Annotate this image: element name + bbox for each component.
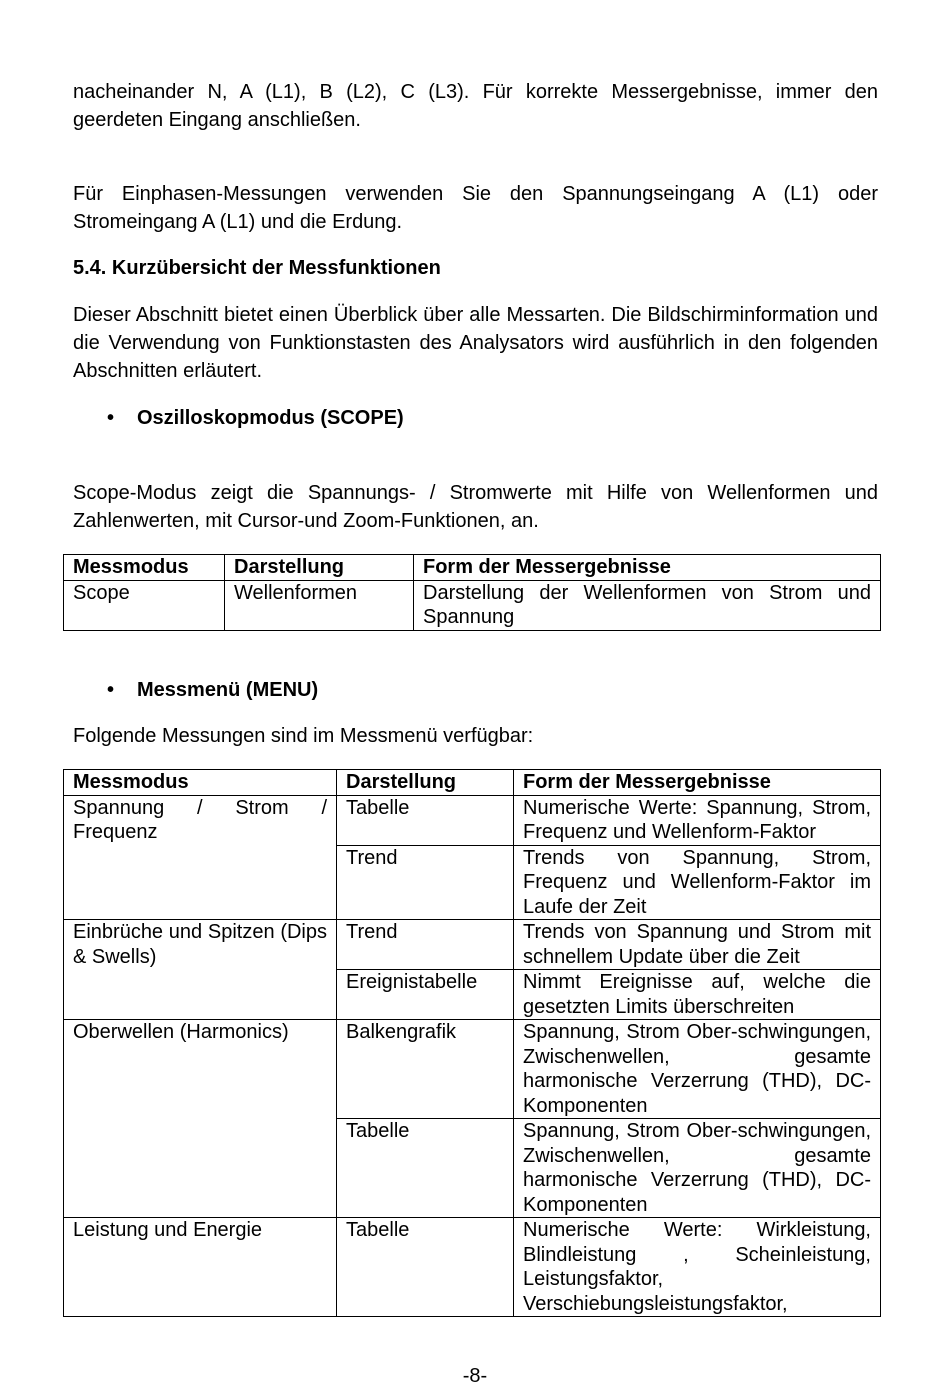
cell-result: Spannung, Strom Ober-schwingungen, Zwischenwellen, gesamte harmonische Verzerrung (THD), DC-Komponenten [514,1020,881,1119]
bullet-menu-mode [107,676,318,704]
bullet-scope-label: Oszilloskopmodus (SCOPE) [137,407,404,429]
page-number: -8- [462,1365,488,1387]
cell-display: Tabelle [337,1218,514,1317]
bullet-icon: • [107,679,115,701]
table-header-row [64,555,881,581]
table-header-row [64,770,881,796]
header-form: Form der Messergebnisse [514,770,881,796]
cell-result: Nimmt Ereignisse auf, welche die gesetzten Limits überschreiten [514,970,881,1020]
cell-display: Tabelle [337,795,514,845]
cell-mode-power-energy: Leistung und Energie [64,1218,337,1317]
cell-mode: Scope [64,580,225,630]
bullet-scope-mode [107,404,404,432]
paragraph-input-order: nacheinander N, A (L1), B (L2), C (L3). Für korrekte Messergebnisse, immer den geerdeten Eingang anschließen. [73,81,878,131]
table-row [64,580,881,630]
cell-result: Trends von Spannung, Strom, Frequenz und Wellenform-Faktor im Laufe der Zeit [514,845,881,920]
header-darstellung: Darstellung [337,770,514,796]
cell-display: Balkengrafik [337,1020,514,1119]
cell-result: Trends von Spannung und Strom mit schnellem Update über die Zeit [514,920,881,970]
cell-display: Tabelle [337,1119,514,1218]
table-row [64,795,881,845]
header-messmodus: Messmodus [64,555,225,581]
cell-result: Darstellung der Wellenformen von Strom und Spannung [414,580,881,630]
header-form: Form der Messergebnisse [414,555,881,581]
cell-mode-harmonics: Oberwellen (Harmonics) [64,1020,337,1218]
menu-table [63,769,881,1317]
cell-mode-voltage-current-frequency: Spannung / Strom / Frequenz [64,795,337,920]
cell-result: Spannung, Strom Ober-schwingungen, Zwischenwellen, gesamte harmonische Verzerrung (THD), DC-Komponenten [514,1119,881,1218]
section-heading: 5.4. Kurzübersicht der Messfunktionen [73,257,441,279]
paragraph-scope-description: Scope-Modus zeigt die Spannungs- / Stromwerte mit Hilfe von Wellenformen und Zahlenwerten, mit Cursor-und Zoom-Funktionen, an. [73,482,878,532]
cell-result: Numerische Werte: Spannung, Strom, Frequenz und Wellenform-Faktor [514,795,881,845]
cell-mode-dips-swells: Einbrüche und Spitzen (Dips & Swells) [64,920,337,1020]
table-row [64,920,881,970]
paragraph-single-phase: Für Einphasen-Messungen verwenden Sie den Spannungseingang A (L1) oder Stromeingang A (L1) und die Erdung. [73,183,878,233]
paragraph-menu-intro: Folgende Messungen sind im Messmenü verfügbar: [73,725,534,747]
cell-display: Trend [337,920,514,970]
bullet-menu-label: Messmenü (MENU) [137,679,319,701]
cell-display: Trend [337,845,514,920]
paragraph-overview: Dieser Abschnitt bietet einen Überblick über alle Messarten. Die Bildschirminformation und die Verwendung von Funktionstasten des Analysators wird ausführlich in den folgenden Abschnitten erläutert. [73,304,878,382]
table-row [64,1218,881,1317]
header-messmodus: Messmodus [64,770,337,796]
table-row [64,1020,881,1119]
header-darstellung: Darstellung [225,555,414,581]
cell-display: Wellenformen [225,580,414,630]
cell-result: Numerische Werte: Wirkleistung, Blindleistung , Scheinleistung, Leistungsfaktor, Verschiebungsleistungsfaktor, [514,1218,881,1317]
cell-display: Ereignistabelle [337,970,514,1020]
bullet-icon: • [107,407,115,429]
scope-table [63,554,881,631]
